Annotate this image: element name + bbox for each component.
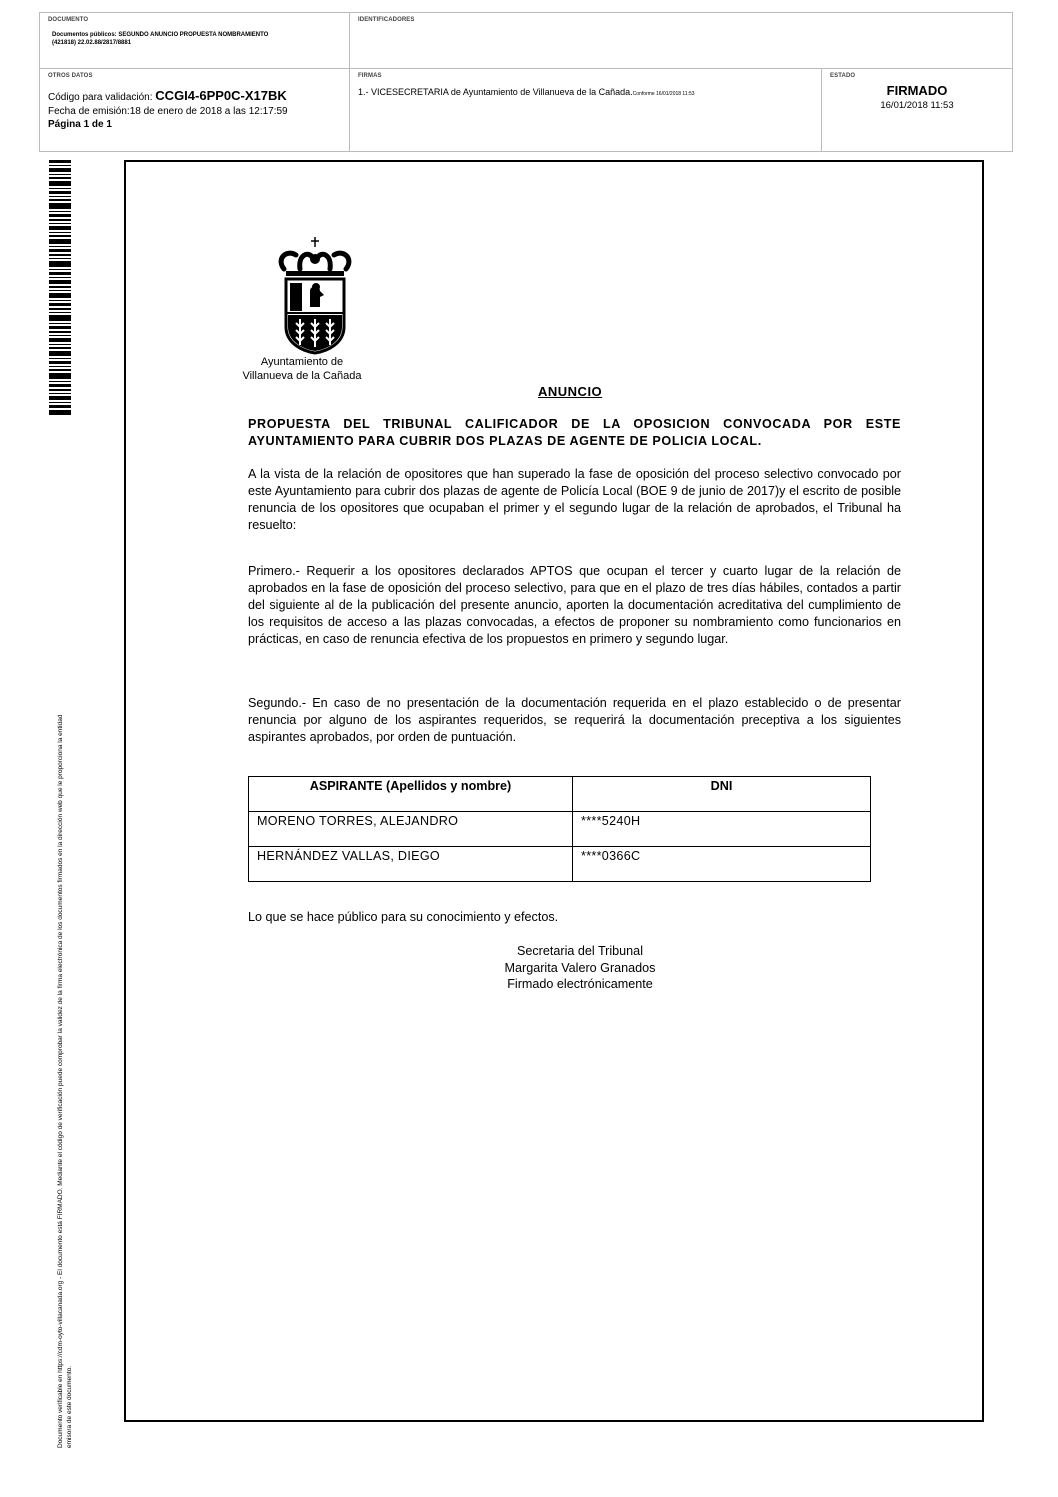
paragraph-intro: A la vista de la relación de opositores que han superado la fase de oposición del proceso selectivo convocado por este Ayuntamiento para cubrir dos plazas de agente de Policía Local (BOE 9 de junio de 2017)y el escrito de posible renuncia de los opositores que ocupaban el primer y el segundo lugar de la relación de aprobados, el Tribunal ha resuelto: <box>248 467 901 532</box>
coat-of-arms-icon <box>270 235 360 355</box>
verification-side-text <box>56 438 74 1448</box>
page-count: Página 1 de 1 <box>48 119 112 130</box>
logo-line-1: Ayuntamiento de <box>260 356 344 368</box>
column-header-dni: DNI <box>573 777 871 812</box>
firma-entry: 1.- VICESECRETARIA de Ayuntamiento de Villanueva de la Cañada. <box>358 87 633 97</box>
otros-datos-cell <box>40 69 350 151</box>
firmas-caption: FIRMAS <box>358 73 382 79</box>
table-row <box>249 812 871 847</box>
closing-statement: Lo que se hace público para su conocimiento y efectos. <box>248 910 559 924</box>
documento-cell <box>40 13 350 69</box>
validation-label: Código para validación: <box>48 92 153 103</box>
aspirante-dni: ****0366C <box>573 847 871 882</box>
page-title: ANUNCIO <box>538 384 603 399</box>
paragraph-segundo: Segundo.- En caso de no presentación de la documentación requerida en el plazo establecido o de presentar renuncia por alguno de los aspirantes requeridos, se requerirá la documentación preceptiva a los siguientes aspirantes aprobados, por orden de puntuación. <box>248 696 901 744</box>
identificadores-caption: IDENTIFICADORES <box>358 17 415 23</box>
table-row <box>249 847 871 882</box>
estado-caption: ESTADO <box>830 73 856 79</box>
aspirante-name: HERNÁNDEZ VALLAS, DIEGO <box>249 847 573 882</box>
documento-caption: DOCUMENTO <box>48 17 89 23</box>
signature-name: Margarita Valero Granados <box>504 960 656 975</box>
identificadores-cell <box>350 13 1012 69</box>
otros-datos-caption: OTROS DATOS <box>48 73 93 79</box>
estado-value: FIRMADO <box>886 83 948 98</box>
signature-role: Secretaria del Tribunal <box>516 944 643 958</box>
firma-conforme: Conforme 16/01/2018 11:53 <box>632 91 695 97</box>
logo-line-2: Villanueva de la Cañada <box>242 370 362 382</box>
signature-note: Firmado electrónicamente <box>507 977 653 991</box>
aspirantes-table <box>248 776 871 882</box>
documento-description: Documentos públicos: SEGUNDO ANUNCIO PROPUESTA NOMBRAMIENTO <box>52 32 269 38</box>
aspirante-name: MORENO TORRES, ALEJANDRO <box>249 812 573 847</box>
table-header-row <box>249 777 871 812</box>
emission-date: Fecha de emisión:18 de enero de 2018 a las 12:17:59 <box>48 106 288 117</box>
estado-cell <box>822 69 1012 151</box>
signature-block <box>460 943 700 993</box>
documento-reference: (421818) 22.02.88/2817/8881 <box>52 40 132 46</box>
logo-caption <box>232 355 372 383</box>
column-header-aspirante: ASPIRANTE (Apellidos y nombre) <box>249 777 573 812</box>
aspirante-dni: ****5240H <box>573 812 871 847</box>
verification-line-1: Documento verificable en https://cdm-oyto-villacanada.org - El documento está FIRMADO. Mediante el código de verificación puede comprobar la validez de la firma electrónica de los documentos firmados en la dirección web que le proporciona la entidad <box>57 714 64 1448</box>
signature-header-table <box>39 12 1013 152</box>
barcode-icon <box>49 160 71 415</box>
subtitle: PROPUESTA DEL TRIBUNAL CALIFICADOR DE LA OPOSICION CONVOCADA POR ESTE AYUNTAMIENTO PARA CUBRIR DOS PLAZAS DE AGENTE DE POLICIA LOCAL. <box>248 417 901 448</box>
paragraph-primero: Primero.- Requerir a los opositores declarados APTOS que ocupan el tercer y cuarto lugar de la relación de aprobados en la fase de oposición del proceso selectivo, para que en el plazo de tres días hábiles, contados a partir del siguiente al de la publicación del presente anuncio, aporten la documentación acreditativa del cumplimiento de los requisitos de acceso a las plazas convocadas, a efectos de proponer su nombramiento como funcionarios en prácticas, en caso de renuncia efectiva de los propuestos en primero y segundo lugar. <box>248 564 901 646</box>
estado-date: 16/01/2018 11:53 <box>880 100 954 111</box>
validation-code: CCGI4-6PP0C-X17BK <box>155 88 287 103</box>
verification-line-2: emisora de este documento. <box>66 1365 73 1448</box>
firmas-cell <box>350 69 822 151</box>
